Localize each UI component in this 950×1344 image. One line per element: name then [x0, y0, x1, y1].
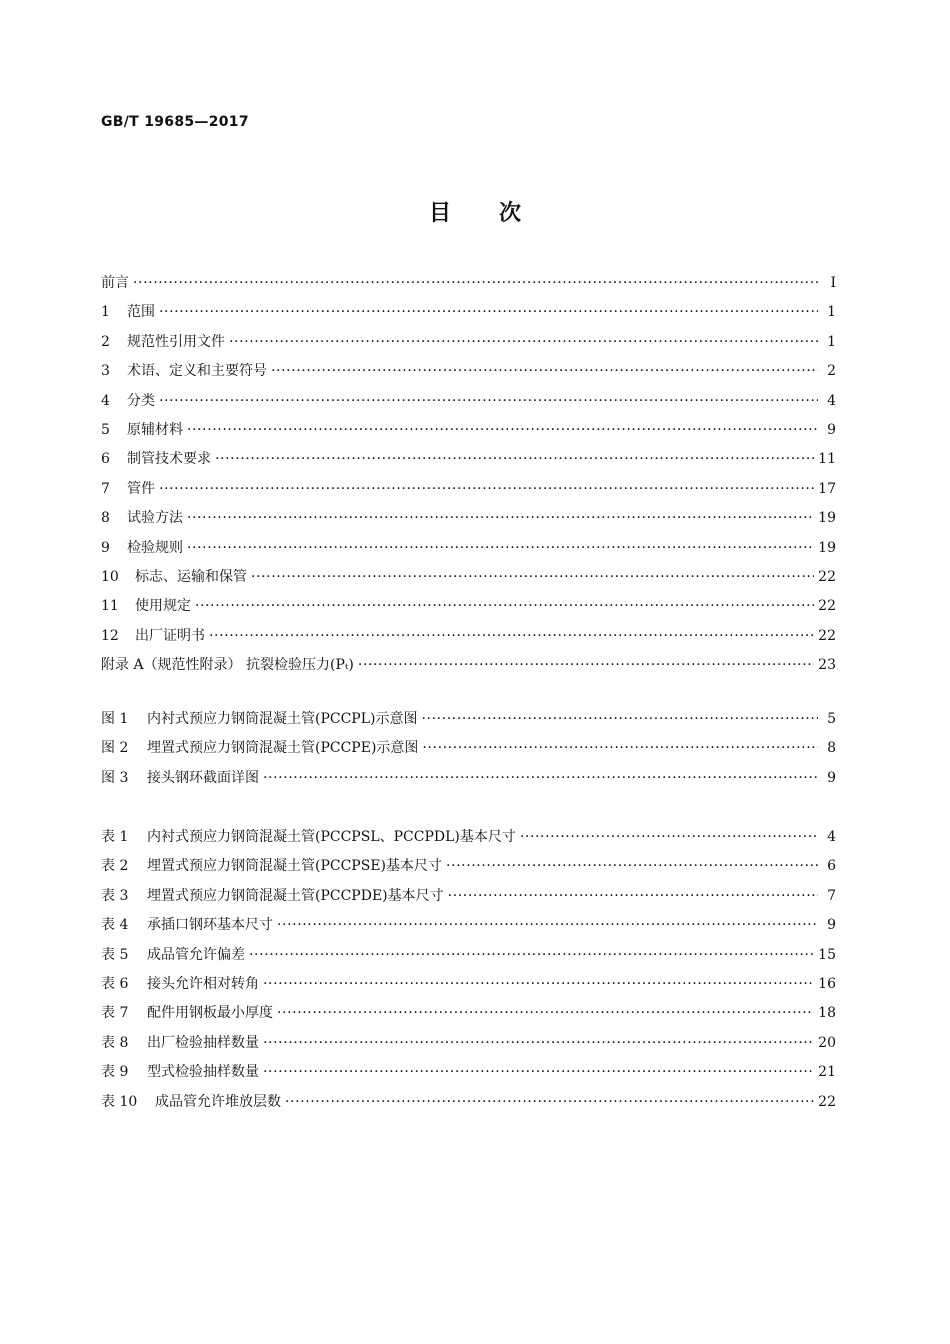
toc-entry-number: 11	[101, 598, 119, 615]
toc-entry-page: 16	[818, 975, 836, 992]
toc-entry-title: 成品管允许堆放层数	[155, 1093, 281, 1110]
toc-entry-number: 表 10	[101, 1093, 138, 1110]
toc-entry-page: 9	[827, 421, 836, 438]
dot-leader	[358, 657, 814, 673]
dot-leader	[271, 363, 818, 379]
toc-table-row[interactable]	[101, 914, 836, 943]
toc-entry-number: 表 6	[101, 975, 129, 992]
toc-section-row[interactable]	[101, 448, 836, 477]
toc-entry-number: 表 5	[101, 946, 129, 963]
toc-entry-title: 承插口钢环基本尺寸	[147, 917, 273, 934]
toc-entry-title: 埋置式预应力钢筒混凝土管(PCCPDE)基本尺寸	[147, 887, 444, 904]
toc-entry-page: 1	[827, 333, 836, 350]
dot-leader	[520, 829, 818, 845]
toc-entry-number: 图 3	[101, 769, 129, 786]
toc-entry-title: 配件用钢板最小厚度	[147, 1005, 273, 1022]
toc-entry-title: 范围	[127, 304, 155, 321]
dot-leader	[263, 770, 818, 786]
toc-entry-number: 表 1	[101, 829, 129, 845]
toc-figure-row[interactable]	[101, 708, 836, 737]
toc-figure-row[interactable]	[101, 767, 836, 796]
toc-entry-number: 表 7	[101, 1005, 129, 1022]
toc-entry-title: 原辅材料	[127, 421, 183, 438]
toc-entry-page: 19	[818, 510, 836, 527]
toc-entry-page: 4	[827, 829, 836, 845]
toc-entry-number: 4	[101, 392, 110, 409]
toc-entry-number: 5	[101, 421, 110, 438]
toc-table-row[interactable]	[101, 1091, 836, 1120]
dot-leader	[187, 510, 814, 526]
toc-entry-number: 2	[101, 333, 110, 350]
dot-leader	[249, 947, 814, 963]
dot-leader	[263, 1035, 814, 1051]
toc-entry-title: 型式检验抽样数量	[147, 1064, 259, 1081]
dot-leader	[448, 888, 818, 904]
toc-entry-page: 9	[827, 917, 836, 934]
toc-section-row[interactable]	[101, 595, 836, 624]
toc-entry-title: 前言	[101, 275, 129, 291]
toc-table-row[interactable]	[101, 1002, 836, 1031]
toc-section-row[interactable]	[101, 478, 836, 507]
toc-entry-title: 内衬式预应力钢筒混凝土管(PCCPSL、PCCPDL)基本尺寸	[147, 829, 516, 845]
toc-sections	[101, 272, 836, 683]
toc-entry-number: 图 1	[101, 711, 129, 727]
toc-entry-title: 埋置式预应力钢筒混凝土管(PCCPE)示意图	[147, 740, 419, 757]
dot-leader	[159, 393, 818, 409]
toc-entry-page: 22	[818, 568, 836, 585]
toc-entry-title: 检验规则	[127, 539, 183, 556]
toc-entry-number: 8	[101, 510, 110, 527]
dot-leader	[187, 540, 814, 556]
dot-leader	[159, 481, 814, 497]
toc-section-row[interactable]	[101, 272, 836, 301]
toc-section-row[interactable]	[101, 537, 836, 566]
toc-figure-row[interactable]	[101, 737, 836, 766]
toc-section-row[interactable]	[101, 625, 836, 654]
toc-section-row[interactable]	[101, 566, 836, 595]
toc-entry-page: 8	[827, 740, 836, 757]
toc-entry-title: 埋置式预应力钢筒混凝土管(PCCPSE)基本尺寸	[147, 858, 442, 875]
toc-entry-number: 表 9	[101, 1064, 129, 1081]
toc-entry-number: 表 4	[101, 917, 129, 934]
toc-entry-page: 6	[827, 858, 836, 875]
toc-entry-page: 23	[818, 657, 836, 674]
page-title	[0, 196, 950, 227]
dot-leader	[229, 334, 818, 350]
toc-entry-number: 1	[101, 304, 110, 321]
toc-table-row[interactable]	[101, 826, 836, 855]
dot-leader	[251, 569, 814, 585]
toc-entry-title: 附录 A（规范性附录） 抗裂检验压力(Pₜ)	[101, 657, 354, 674]
toc-entry-page: 11	[818, 451, 836, 468]
toc-entry-number: 表 8	[101, 1034, 129, 1051]
title-right-char: 次	[499, 201, 522, 226]
dot-leader	[209, 628, 814, 644]
toc-entry-page: 21	[818, 1064, 836, 1081]
dot-leader	[446, 858, 818, 874]
dot-leader	[285, 1094, 814, 1110]
toc-entry-number: 12	[101, 627, 119, 644]
toc-section-row[interactable]	[101, 390, 836, 419]
toc-table-row[interactable]	[101, 855, 836, 884]
toc-entry-title: 内衬式预应力钢筒混凝土管(PCCPL)示意图	[147, 711, 418, 727]
toc-entry-title: 使用规定	[135, 598, 191, 615]
toc-entry-title: 试验方法	[127, 510, 183, 527]
toc-entry-page: 19	[818, 539, 836, 556]
toc-tables	[101, 826, 836, 1120]
toc-section-row[interactable]	[101, 507, 836, 536]
dot-leader	[133, 275, 818, 291]
toc-entry-number: 10	[101, 568, 119, 585]
toc-figures	[101, 708, 836, 796]
toc-entry-page: 4	[827, 392, 836, 409]
toc-entry-title: 规范性引用文件	[127, 333, 225, 350]
dot-leader	[422, 740, 818, 756]
toc-entry-page: 17	[818, 480, 836, 497]
toc-entry-number: 表 3	[101, 887, 129, 904]
dot-leader	[187, 422, 818, 438]
toc-entry-page: 9	[827, 769, 836, 786]
toc-entry-title: 制管技术要求	[127, 451, 211, 468]
toc-table-row[interactable]	[101, 885, 836, 914]
toc-entry-number: 7	[101, 480, 110, 497]
toc-entry-title: 术语、定义和主要符号	[127, 363, 267, 380]
toc-section-row[interactable]	[101, 360, 836, 389]
dot-leader	[263, 976, 814, 992]
dot-leader	[263, 1064, 814, 1080]
toc-entry-title: 接头允许相对转角	[147, 975, 259, 992]
toc-table-row[interactable]	[101, 1061, 836, 1090]
dot-leader	[159, 304, 818, 320]
toc-entry-page: Ⅰ	[830, 275, 836, 291]
toc-table-row[interactable]	[101, 944, 836, 973]
toc-entry-page: 18	[818, 1005, 836, 1022]
toc-entry-title: 管件	[127, 480, 155, 497]
toc-entry-number: 3	[101, 363, 110, 380]
dot-leader	[195, 598, 814, 614]
toc-entry-page: 5	[827, 711, 836, 727]
toc-entry-number: 9	[101, 539, 110, 556]
toc-section-row[interactable]	[101, 654, 836, 683]
toc-entry-page: 15	[818, 946, 836, 963]
toc-section-row[interactable]	[101, 419, 836, 448]
toc-entry-number: 6	[101, 451, 110, 468]
toc-entry-number: 表 2	[101, 858, 129, 875]
toc-entry-number: 图 2	[101, 740, 129, 757]
toc-entry-page: 2	[827, 363, 836, 380]
dot-leader	[277, 917, 818, 933]
toc-table-row[interactable]	[101, 973, 836, 1002]
dot-leader	[215, 451, 814, 467]
toc-entry-title: 成品管允许偏差	[147, 946, 245, 963]
toc-entry-title: 出厂检验抽样数量	[147, 1034, 259, 1051]
toc-entry-title: 分类	[127, 392, 155, 409]
toc-table-row[interactable]	[101, 1032, 836, 1061]
dot-leader	[277, 1005, 814, 1021]
toc-entry-title: 接头钢环截面详图	[147, 769, 259, 786]
toc-entry-page: 20	[818, 1034, 836, 1051]
toc-section-row[interactable]	[101, 331, 836, 360]
title-left-char: 目	[428, 201, 451, 226]
toc-entry-page: 1	[827, 304, 836, 321]
toc-entry-title: 出厂证明书	[135, 627, 205, 644]
toc-entry-page: 22	[818, 598, 836, 615]
toc-entry-page: 22	[818, 627, 836, 644]
toc-section-row[interactable]	[101, 301, 836, 330]
toc-entry-page: 7	[827, 887, 836, 904]
toc-entry-page: 22	[818, 1093, 836, 1110]
document-code: GB/T 19685—2017	[101, 114, 249, 130]
toc-entry-title: 标志、运输和保管	[135, 568, 247, 585]
dot-leader	[421, 711, 818, 727]
